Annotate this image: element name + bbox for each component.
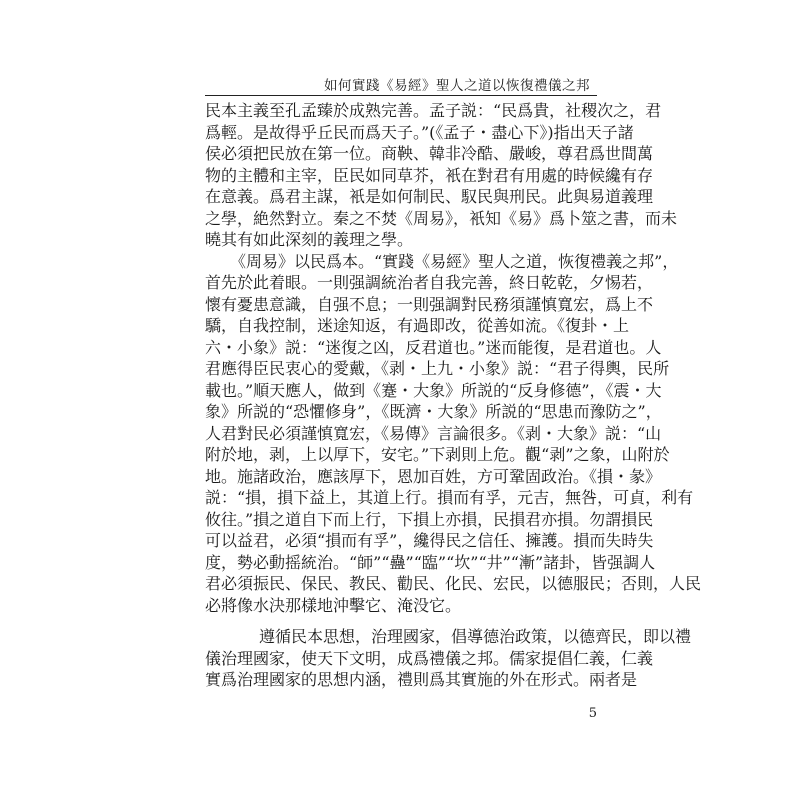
text-line: 地。施諸政治，應該厚下，恩加百姓，方可鞏固政治。《損・彖》 bbox=[205, 466, 662, 486]
text-line: 民本主義至孔孟臻於成熟完善。孟子説：“民爲貴，社稷次之，君 bbox=[205, 101, 662, 120]
header-rule bbox=[205, 95, 597, 96]
text-line: 君應得臣民衷心的愛戴，《剥・上九・小象》説：“君子得輿，民所 bbox=[205, 359, 670, 378]
text-line: 驕，自我控制，迷途知返，有過即改，從善如流。《復卦・上 bbox=[205, 316, 630, 335]
text-line: 説：“損，損下益上，其道上行。損而有孚，元吉，無咎，可貞，利有 bbox=[205, 488, 694, 507]
running-head: 如何實踐《易經》聖人之道以恢復禮儀之邦 bbox=[324, 78, 590, 94]
text-line: 載也。”順天應人，做到《蹇・大象》所説的“反身修德”，《震・大 bbox=[205, 380, 662, 400]
text-line: 攸往。”損之道自下而上行，下損上亦損，民損君亦損。勿謂損民 bbox=[205, 509, 654, 529]
text-line: 曉其有如此深刻的義理之學。 bbox=[205, 230, 414, 249]
text-line: 之學，絶然對立。秦之不焚《周易》，衹知《易》爲卜筮之書，而未 bbox=[205, 208, 678, 228]
text-line: 六・小象》説：“迷復之凶，反君道也。”迷而能復，是君道也。人 bbox=[205, 337, 662, 357]
text-line: 物的主體和主宰，臣民如同草芥，衹在對君有用處的時候纔有存 bbox=[205, 165, 654, 185]
text-line: 懷有憂患意識，自强不息；一則强調對民務須謹慎寬宏，爲上不 bbox=[205, 294, 654, 314]
page-number: 5 bbox=[588, 706, 597, 721]
text-line: 儀治理國家，使天下文明，成爲禮儀之邦。儒家提倡仁義，仁義 bbox=[205, 648, 654, 668]
body-text bbox=[205, 100, 702, 691]
text-line: 必將像水決那樣地沖擊它、淹没它。 bbox=[205, 595, 462, 615]
text-line: 侯必須把民放在第一位。商鞅、韓非冷酷、嚴峻，尊君爲世間萬 bbox=[205, 144, 654, 163]
text-line: 可以益君，必須“損而有孚”，纔得民之信任、擁護。損而失時失 bbox=[205, 531, 654, 550]
text-line: 君必須振民、保民、教民、勸民、化民、宏民，以德服民；否則，人民 bbox=[205, 574, 702, 593]
text-line: 《周易》以民爲本。“實踐《易經》聖人之道，恢復禮義之邦”， bbox=[230, 251, 679, 271]
text-line: 爲輕。是故得乎丘民而爲天子。”(《孟子・盡心下》)指出天子諸 bbox=[205, 122, 634, 142]
text-line: 人君對民必須謹慎寬宏，《易傳》言論很多。《剥・大象》説：“山 bbox=[205, 423, 662, 443]
text-line: 在意義。爲君主謀，衹是如何制民、馭民與刑民。此與易道義理 bbox=[205, 187, 654, 206]
text-line: 附於地，剥，上以厚下，安宅。”下剥則上危。觀“剥”之象，山附於 bbox=[205, 445, 670, 464]
text-line: 首先於此着眼。一則强調統治者自我完善，終日乾乾，夕惕若， bbox=[205, 273, 654, 292]
text-line: 象》所説的“恐懼修身”，《既濟・大象》所説的“思患而豫防之”， bbox=[205, 402, 662, 421]
paragraph-gap bbox=[205, 616, 597, 626]
text-line: 遵循民本思想，治理國家，倡導德治政策，以德齊民，即以禮 bbox=[259, 627, 692, 646]
text-line: 度，勢必動摇統治。“師”“蠱”“臨”“坎”“井”“漸”諸卦，皆强調人 bbox=[205, 552, 656, 572]
text-line: 實爲治理國家的思想内涵，禮則爲其實施的外在形式。兩者是 bbox=[205, 670, 638, 689]
